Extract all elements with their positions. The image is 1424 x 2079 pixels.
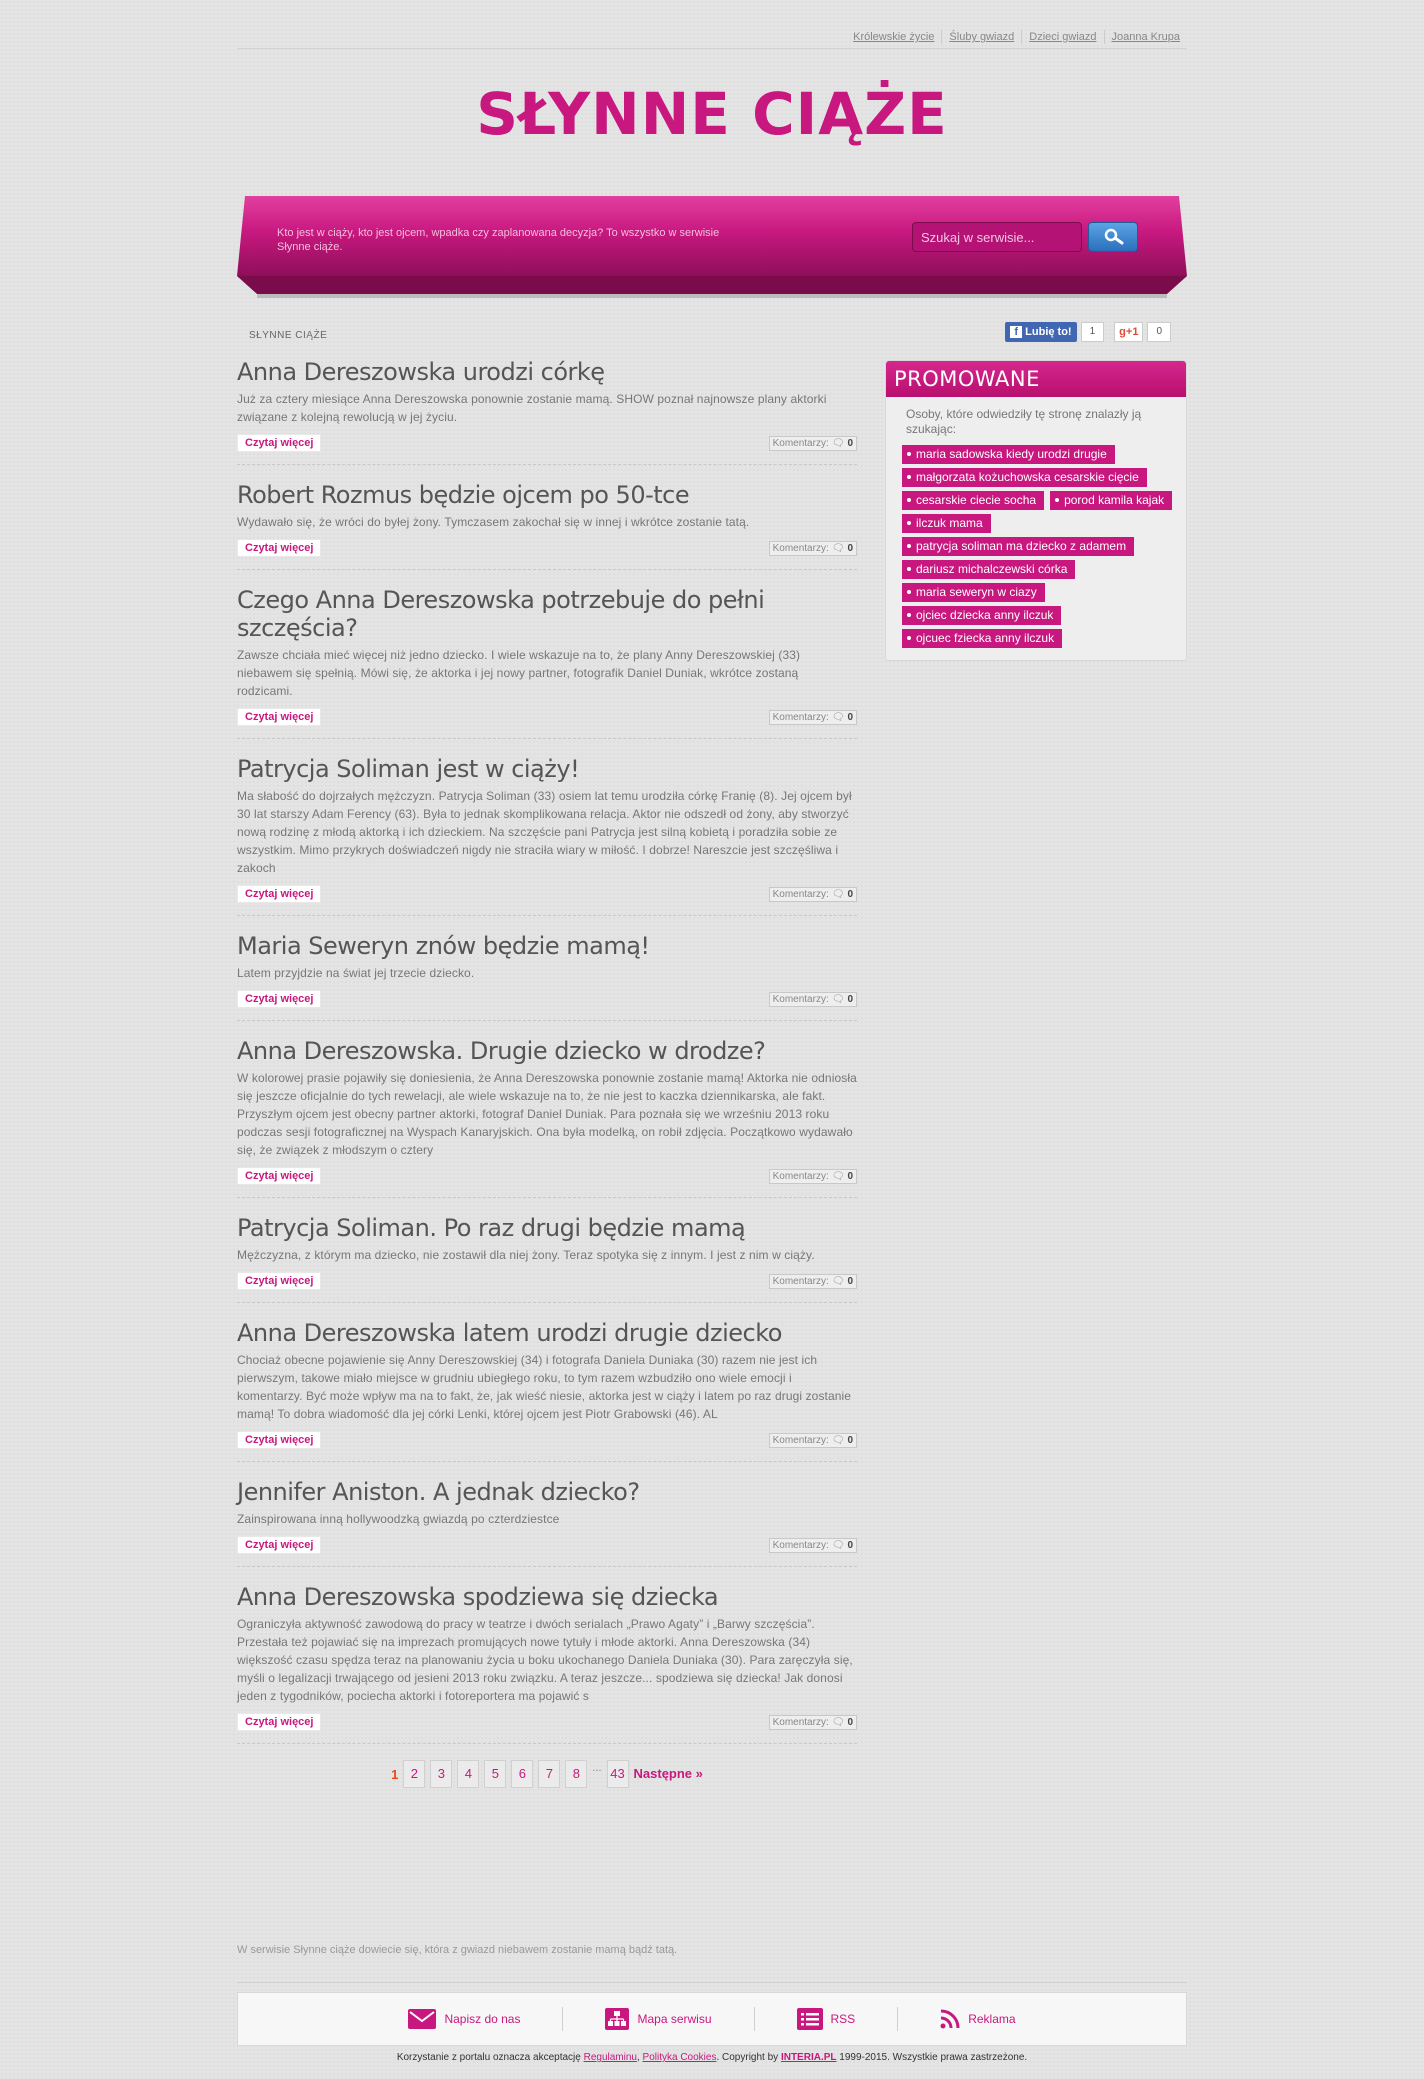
top-link-sluby-gwiazd[interactable]: Śluby gwiazd <box>941 30 1021 44</box>
article-title[interactable]: Anna Dereszowska. Drugie dziecko w drodze? <box>237 1037 766 1065</box>
article-item <box>237 932 857 1021</box>
read-more-button[interactable]: Czytaj więcej <box>237 708 321 726</box>
comments-number: 0 <box>847 542 853 554</box>
read-more-button[interactable]: Czytaj więcej <box>237 539 321 557</box>
comments-number: 0 <box>847 1170 853 1182</box>
read-more-button[interactable]: Czytaj więcej <box>237 990 321 1008</box>
comment-icon: 🗨 <box>831 993 845 1005</box>
footer-ads-label: Reklama <box>968 2012 1016 2026</box>
list-icon <box>797 2008 823 2030</box>
comments-label: Komentarzy: <box>772 542 829 554</box>
comments-label: Komentarzy: <box>772 1716 829 1728</box>
comment-icon: 🗨 <box>831 542 845 554</box>
article-footer <box>237 990 857 1008</box>
comments-count[interactable] <box>769 436 857 451</box>
header-bar <box>237 196 1187 300</box>
page-link[interactable]: 2 <box>403 1760 425 1788</box>
comment-icon: 🗨 <box>831 1434 845 1446</box>
comment-icon: 🗨 <box>831 1716 845 1728</box>
google-plus-label: +1 <box>1125 326 1139 338</box>
article-footer <box>237 1431 857 1449</box>
comments-label: Komentarzy: <box>772 1539 829 1551</box>
sidebar-title: PROMOWANE <box>886 361 1186 397</box>
article-excerpt: Ma słabość do dojrzałych mężczyzn. Patrycja Soliman (33) osiem lat temu urodziła córkę Franię (8). Jej ojcem był 30 lat starszy Adam Ferency (63). Była to jednak skomplikowana relacja. Aktor nie odszedł od żony, aby stworzyć nową rodzinę z młodą aktorką i ich dzieckiem. Na szczęście pani Patrycja jest silną kobietą i poradziła sobie ze wszystkim. Mimo przykrych doświadczeń nigdy nie straciła wiary w miłość. I dobrze! Nareszcie jest szczęśliwa i zakoch <box>237 789 852 875</box>
google-plus-button[interactable]: g+1 <box>1114 322 1143 342</box>
comments-number: 0 <box>847 1275 853 1287</box>
read-more-button[interactable]: Czytaj więcej <box>237 1713 321 1731</box>
site-description: W serwisie Słynne ciąże dowiecie się, która z gwiazd niebawem zostanie mamą bądź tatą. <box>237 1944 678 1956</box>
article-title[interactable]: Czego Anna Dereszowska potrzebuje do pełni szczęścia? <box>237 586 765 642</box>
search-tag[interactable]: dariusz michalczewski córka <box>902 560 1075 579</box>
article-item <box>237 1319 857 1462</box>
article-title[interactable]: Robert Rozmus będzie ojcem po 50-tce <box>237 481 690 509</box>
comments-label: Komentarzy: <box>772 711 829 723</box>
comment-icon: 🗨 <box>831 711 845 723</box>
article-footer <box>237 434 857 452</box>
comment-icon: 🗨 <box>831 1170 845 1182</box>
article-footer <box>237 885 857 903</box>
search-tag[interactable]: ojciec dziecka anny ilczuk <box>902 606 1061 625</box>
comments-label: Komentarzy: <box>772 437 829 449</box>
article-title[interactable]: Anna Dereszowska urodzi córkę <box>237 358 605 386</box>
article-title[interactable]: Jennifer Aniston. A jednak dziecko? <box>237 1478 640 1506</box>
page-link[interactable]: 4 <box>457 1760 479 1788</box>
footer-contact-link[interactable] <box>366 2007 562 2031</box>
article-item <box>237 1214 857 1303</box>
read-more-button[interactable]: Czytaj więcej <box>237 1431 321 1449</box>
comments-count[interactable] <box>769 1715 857 1730</box>
sidebar-intro: Osoby, które odwiedziły tę stronę znalazły ją szukając: <box>906 407 1142 436</box>
search-tag[interactable]: ilczuk mama <box>902 514 991 533</box>
comments-count[interactable] <box>769 1274 857 1289</box>
footer-rss-label: RSS <box>830 2012 856 2026</box>
read-more-button[interactable]: Czytaj więcej <box>237 1167 321 1185</box>
footer-contact-label: Napisz do nas <box>444 2012 521 2026</box>
article-item <box>237 481 857 570</box>
comments-number: 0 <box>847 1434 853 1446</box>
article-title[interactable]: Anna Dereszowska spodziewa się dziecka <box>237 1583 719 1611</box>
envelope-icon <box>408 2009 436 2029</box>
article-list <box>237 358 857 1788</box>
facebook-like-label: Lubię to! <box>1025 326 1072 338</box>
top-links <box>846 30 1187 44</box>
comments-label: Komentarzy: <box>772 1170 829 1182</box>
search-tag[interactable]: małgorzata kożuchowska cesarskie cięcie <box>902 468 1147 487</box>
read-more-button[interactable]: Czytaj więcej <box>237 434 321 452</box>
page-link[interactable]: 5 <box>484 1760 506 1788</box>
article-item <box>237 1037 857 1198</box>
article-excerpt: Ograniczyła aktywność zawodową do pracy w teatrze i dwóch serialach „Prawo Agaty” i „Barwy szczęścia”. Przestała też pojawiać się na imprezach promujących nowe tytuły i młode aktorki. Anna Dereszowska (34) większość czasu spędza teraz na planowaniu życia u boku ukochanego Daniela Duniaka (30). Para zaręczyła się, myśli o legalizacji trwającego od jesieni 2013 roku związku. A teraz jeszcze... spodziewa się dziecka! Jak donosi jeden z tygodników, pociecha aktorki i fotoreportera ma pojawić s <box>237 1617 853 1703</box>
sitemap-icon <box>605 2008 629 2030</box>
comments-count[interactable] <box>769 992 857 1007</box>
article-excerpt: Chociaż obecne pojawienie się Anny Dereszowskiej (34) i fotografa Daniela Duniaka (30) razem nie jest ich pierwszym, takowe miało miejsce w grudniu ubiegłego roku, to tym razem wzbudziło ono wiele emocji i komentarzy. Być może wpływ ma na to fakt, że, jak wieść niesie, aktorka jest w ciąży i latem po raz drugi zostanie mamą! To dobra wiadomość dla jej córki Lenki, której ojcem jest Piotr Grabowski (46). AL <box>237 1353 852 1421</box>
comment-icon: 🗨 <box>831 888 845 900</box>
comments-number: 0 <box>847 993 853 1005</box>
article-excerpt: Już za cztery miesiące Anna Dereszowska ponownie zostanie mamą. SHOW poznał najnowsze plany aktorki związane z kolejną rewolucją w jej życiu. <box>237 392 827 424</box>
legal-notice: Korzystanie z portalu oznacza akceptację Regulaminu, Polityka Cookies. Copyright by INTERIA.PL 1999-2015. Wszystkie prawa zastrzeżone. <box>396 2052 1028 2063</box>
page-link[interactable]: 6 <box>511 1760 533 1788</box>
article-excerpt: Zainspirowana inną hollywoodzką gwiazdą po czterdziestce <box>237 1512 560 1526</box>
article-title[interactable]: Anna Dereszowska latem urodzi drugie dziecko <box>237 1319 782 1347</box>
site-logo[interactable]: SŁYNNE CIĄŻE <box>476 80 948 148</box>
comments-number: 0 <box>847 1539 853 1551</box>
comments-count[interactable] <box>769 1169 857 1184</box>
article-item <box>237 358 857 465</box>
article-footer <box>237 1272 857 1290</box>
article-item <box>237 755 857 916</box>
terms-link[interactable]: Regulaminu <box>583 2052 637 2063</box>
legal-suffix: 1999-2015. Wszystkie prawa zastrzeżone. <box>839 2052 1028 2063</box>
page-link[interactable]: 7 <box>538 1760 560 1788</box>
search-button[interactable] <box>1088 222 1138 252</box>
page-link-last[interactable]: 43 <box>607 1760 629 1788</box>
google-plus-count: 0 <box>1147 322 1171 342</box>
article-excerpt: W kolorowej prasie pojawiły się doniesienia, że Anna Dereszowska ponownie zostanie mamą! Aktorka nie odniosła się jeszcze oficjalnie do tych rewelacji, ale wiele wskazuje na to, że nie jest to kaczka dziennikarska, ale fakt. Przyszłym ojcem jest obecny partner aktorki, fotograf Daniel Duniak. Para poznała się we wrześniu 2013 roku podczas sesji fotograficznej na Wyspach Kanaryjskich. Ona była modelką, on robił zdjęcia. Początkowo wydawało się, że związek z młodszym o cztery <box>237 1071 857 1157</box>
comments-label: Komentarzy: <box>772 993 829 1005</box>
breadcrumb[interactable]: SŁYNNE CIĄŻE <box>249 330 328 341</box>
comments-number: 0 <box>847 711 853 723</box>
comments-number: 0 <box>847 888 853 900</box>
rss-icon <box>940 2009 960 2029</box>
article-title[interactable]: Patrycja Soliman jest w ciąży! <box>237 755 580 783</box>
footer-sitemap-link[interactable] <box>562 2007 753 2031</box>
footer-ads-link[interactable] <box>897 2007 1057 2031</box>
comment-icon: 🗨 <box>831 1539 845 1551</box>
social-buttons <box>1005 322 1171 342</box>
search-tag[interactable]: maria sadowska kiedy urodzi drugie <box>902 445 1115 464</box>
comments-count[interactable] <box>769 1538 857 1553</box>
comments-count[interactable] <box>769 710 857 725</box>
search-tags <box>886 443 1186 660</box>
article-footer <box>237 708 857 726</box>
search-tag[interactable]: cesarskie ciecie socha <box>902 491 1044 510</box>
footer-rss-link[interactable] <box>754 2007 898 2031</box>
comments-number: 0 <box>847 437 853 449</box>
article-title[interactable]: Patrycja Soliman. Po raz drugi będzie mamą <box>237 1214 746 1242</box>
interia-link[interactable]: INTERIA.PL <box>780 2052 837 2063</box>
cookies-link[interactable]: Polityka Cookies <box>642 2052 717 2063</box>
search-tag[interactable]: patrycja soliman ma dziecko z adamem <box>902 537 1134 556</box>
comments-label: Komentarzy: <box>772 1434 829 1446</box>
article-footer <box>237 539 857 557</box>
facebook-icon: f <box>1010 326 1022 338</box>
page-link[interactable]: 3 <box>430 1760 452 1788</box>
article-item <box>237 586 857 739</box>
page-link[interactable]: 8 <box>565 1760 587 1788</box>
footer-links <box>237 1992 1187 2046</box>
footer-sitemap-label: Mapa serwisu <box>637 2012 712 2026</box>
copyright-by: . Copyright by <box>716 2052 779 2063</box>
article-excerpt: Mężczyzna, z którym ma dziecko, nie zostawił dla niej żony. Teraz spotyka się z innym. I jest z nim w ciąży. <box>237 1248 815 1262</box>
comments-count[interactable] <box>769 887 857 902</box>
read-more-button[interactable]: Czytaj więcej <box>237 1272 321 1290</box>
comments-count[interactable] <box>769 541 857 556</box>
read-more-button[interactable]: Czytaj więcej <box>237 885 321 903</box>
promoted-sidebar <box>885 360 1187 661</box>
article-footer <box>237 1536 857 1554</box>
article-item <box>237 1583 857 1744</box>
comments-label: Komentarzy: <box>772 1275 829 1287</box>
comment-icon: 🗨 <box>831 437 845 449</box>
search-tag[interactable]: porod kamila kajak <box>1050 491 1172 510</box>
next-page-link[interactable]: Następne » <box>633 1766 703 1781</box>
search-icon <box>1103 228 1125 246</box>
top-link-joanna-krupa[interactable]: Joanna Krupa <box>1104 30 1188 44</box>
footer-divider <box>237 1982 1187 1983</box>
article-item <box>237 1478 857 1567</box>
page-wrapper <box>237 0 1187 2079</box>
article-footer <box>237 1167 857 1185</box>
article-excerpt: Wydawało się, że wróci do byłej żony. Tymczasem zakochał się w innej i wkrótce zostanie tatą. <box>237 515 750 529</box>
facebook-like-button[interactable] <box>1005 322 1076 342</box>
search-input[interactable] <box>912 222 1082 252</box>
article-excerpt: Zawsze chciała mieć więcej niż jedno dziecko. I wiele wskazuje na to, że plany Anny Dereszowskiej (33) niebawem się spełnią. Mówi się, że aktorka i jej nowy partner, fotografik Daniel Duniak, wkrótce zostaną rodzicami. <box>237 648 801 698</box>
legal-prefix: Korzystanie z portalu oznacza akceptację <box>396 2052 581 2063</box>
search-tag[interactable]: maria seweryn w ciazy <box>902 583 1045 602</box>
comments-count[interactable] <box>769 1433 857 1448</box>
read-more-button[interactable]: Czytaj więcej <box>237 1536 321 1554</box>
comment-icon: 🗨 <box>831 1275 845 1287</box>
page-ellipsis: ... <box>592 1762 602 1774</box>
article-title[interactable]: Maria Seweryn znów będzie mamą! <box>237 932 650 960</box>
search-tag[interactable]: ojcuec fziecka anny ilczuk <box>902 629 1062 648</box>
comments-number: 0 <box>847 1716 853 1728</box>
top-link-krolewskie-zycie[interactable]: Królewskie życie <box>853 31 935 43</box>
top-link-dzieci-gwiazd[interactable]: Dzieci gwiazd <box>1021 30 1103 44</box>
top-divider <box>237 48 1187 49</box>
comments-label: Komentarzy: <box>772 888 829 900</box>
article-excerpt: Latem przyjdzie na świat jej trzecie dziecko. <box>237 966 475 980</box>
pagination <box>237 1760 857 1788</box>
page-current: 1 <box>391 1766 399 1782</box>
header-tagline: Kto jest w ciąży, kto jest ojcem, wpadka czy zaplanowana decyzja? To wszystko w serwisie Słynne ciąże. <box>277 227 720 253</box>
article-footer <box>237 1713 857 1731</box>
facebook-like-count: 1 <box>1081 322 1105 342</box>
